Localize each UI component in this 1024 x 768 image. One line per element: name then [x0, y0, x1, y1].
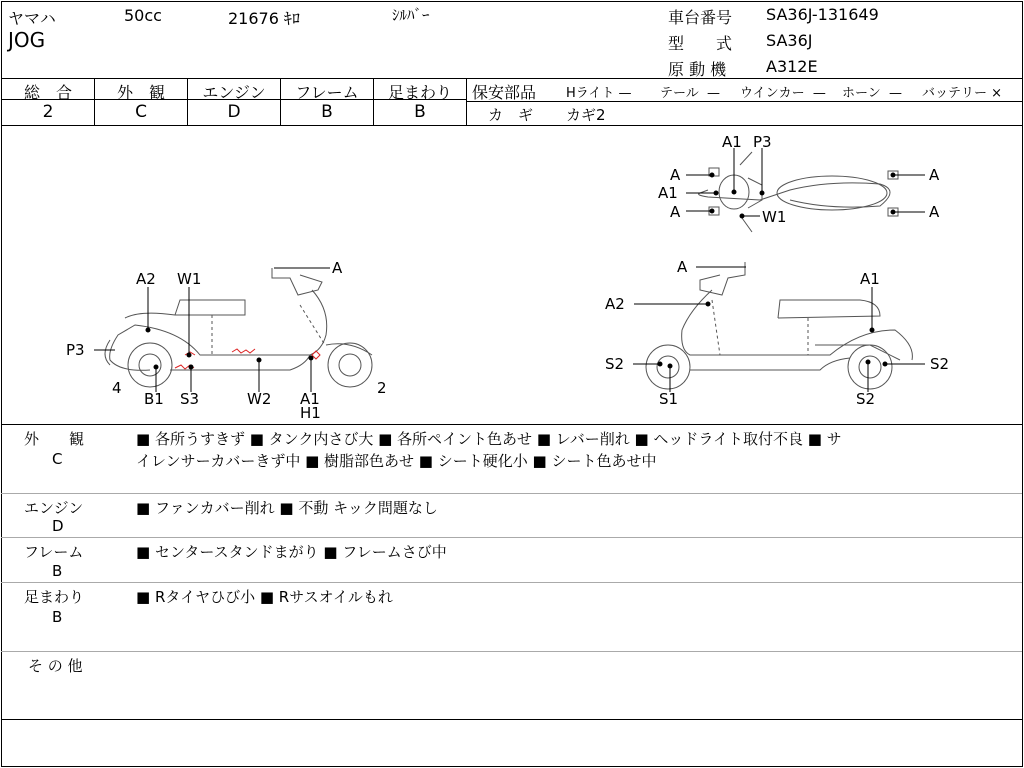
grade-label: 足まわり [387, 83, 452, 102]
top-view-scooter [699, 152, 898, 232]
grade-label: 総 合 [23, 83, 72, 102]
maker: ヤマハ [8, 9, 56, 28]
label-s3: S3 [180, 390, 200, 408]
model-name: JOG [8, 28, 46, 52]
label-a: A [670, 166, 681, 184]
safety-item: ホーン — [842, 86, 903, 101]
remark-line: イレンサーカバーきず中 ■ 樹脂部色あせ ■ シート硬化小 ■ シート色あせ中 [136, 452, 657, 470]
key-value: カギ2 [566, 106, 606, 124]
label-a1: A1 [722, 133, 742, 151]
divider [1, 537, 1022, 538]
grade-label: 外 観 [116, 83, 165, 102]
grade-value: B [414, 102, 426, 122]
label-a: A [929, 166, 940, 184]
remark-label: フレーム [24, 543, 84, 561]
mileage: 21676 ｷﾛ [228, 9, 300, 28]
label-b1: B1 [144, 390, 164, 408]
label-a1: A1 [300, 390, 320, 408]
label-a2: A2 [605, 295, 625, 313]
remark-line: ■ 各所うすきず ■ タンク内さび大 ■ 各所ペイント色あせ ■ レバー削れ ■ ヘッドライト取付不良 ■ サ [136, 430, 842, 448]
key-label: カ ギ [488, 106, 534, 124]
remark-label: 足まわり [24, 588, 85, 606]
remark-grade: D [52, 517, 64, 535]
divider [1, 493, 1022, 494]
label-s1: S1 [659, 390, 679, 408]
safety-item: Hライト — [566, 86, 632, 101]
type-label: 型 式 [668, 34, 733, 53]
remark-line: ■ Rタイヤひび小 ■ Rサスオイルもれ [136, 588, 393, 606]
safety-item: ウインカー — [740, 86, 826, 101]
divider [1, 582, 1022, 583]
remark-label: エンジン [24, 499, 84, 517]
label-a: A [677, 258, 688, 276]
label-a: A [332, 259, 343, 277]
grade-value: C [135, 102, 147, 122]
label-a: A [670, 203, 681, 221]
grade-label: フレーム [295, 83, 359, 102]
label-a2: A2 [136, 270, 156, 288]
label-w1: W1 [177, 270, 202, 288]
divider [1, 651, 1022, 652]
remark-label: 外 観 [24, 430, 85, 448]
frame-no-label: 車台番号 [668, 8, 733, 27]
label-a: A [929, 203, 940, 221]
label-4: 4 [112, 379, 122, 397]
label-a1: A1 [658, 184, 678, 202]
label-a1: A1 [860, 270, 880, 288]
grade-value: B [321, 102, 333, 122]
remark-label: そ の 他 [28, 657, 83, 675]
type-value: SA36J [766, 31, 813, 50]
label-p3: P3 [753, 133, 772, 151]
divider [1, 78, 1022, 79]
divider [1, 719, 1022, 720]
remark-grade: B [52, 608, 63, 626]
divider [1, 424, 1022, 425]
color: ｼﾙﾊﾞｰ [392, 6, 430, 24]
displacement: 50cc [124, 6, 162, 25]
label-s2: S2 [605, 355, 625, 373]
grade-value: D [227, 102, 241, 122]
divider [466, 101, 1022, 102]
damage-diagram [0, 126, 1024, 424]
label-w2: W2 [247, 390, 272, 408]
remark-grade: C [52, 450, 63, 468]
frame-no: SA36J-131649 [766, 5, 879, 24]
remark-grade: B [52, 562, 63, 580]
label-2: 2 [377, 379, 387, 397]
remark-line: ■ ファンカバー削れ ■ 不動 キック問題なし [136, 499, 438, 517]
safety-item: バッテリー × [922, 86, 1003, 101]
label-s2: S2 [930, 355, 950, 373]
safety-label: 保安部品 [472, 83, 537, 102]
label-p3: P3 [66, 341, 85, 359]
safety-item: テール — [660, 86, 721, 101]
engine-model-value: A312E [766, 57, 818, 76]
label-s2: S2 [856, 390, 876, 408]
label-h1: H1 [300, 404, 321, 422]
label-w1: W1 [762, 208, 787, 226]
remark-line: ■ センタースタンドまがり ■ フレームさび中 [136, 543, 447, 561]
grade-label: エンジン [202, 83, 266, 102]
engine-model-label: 原 動 機 [668, 60, 727, 79]
grade-value: 2 [42, 102, 54, 122]
